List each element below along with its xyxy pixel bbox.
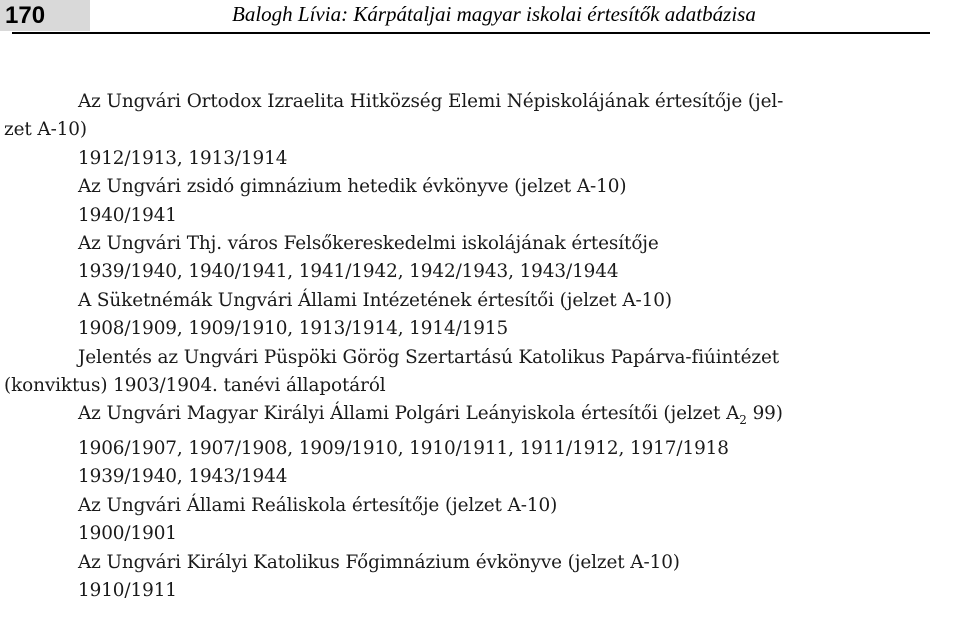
entry-line: zet A-10) <box>4 119 87 141</box>
entry-line: 1912/1913, 1913/1914 <box>78 147 288 169</box>
entry-line: 1900/1901 <box>78 523 177 545</box>
header-rule <box>12 32 930 34</box>
page-number: 170 <box>0 0 90 31</box>
entry-line: 1939/1940, 1943/1944 <box>78 466 288 488</box>
entry-list <box>0 88 960 605</box>
entry-line: 1939/1940, 1940/1941, 1941/1942, 1942/1943, 1943/1944 <box>78 261 619 283</box>
entry-line: Az Ungvári Thj. város Felsőkereskedelmi iskolájának értesítője <box>78 233 659 255</box>
entry-line: Az Ungvári Állami Reáliskola értesítője (jelzet A-10) <box>78 494 558 516</box>
entry-line: Az Ungvári zsidó gimnázium hetedik évkönyve (jelzet A-10) <box>78 176 627 198</box>
entry-line: Az Ungvári Királyi Katolikus Főgimnázium évkönyve (jelzet A-10) <box>78 551 680 573</box>
entry-line: A Süketnémák Ungvári Állami Intézetének értesítői (jelzet A-10) <box>78 289 672 311</box>
entry-line: 1910/1911 <box>78 579 177 601</box>
entry-line-text: Az Ungvári Magyar Királyi Állami Polgári Leányiskola értesítői (jelzet A <box>78 403 740 425</box>
entry-line <box>0 400 960 434</box>
entry-line: Az Ungvári Ortodox Izraelita Hitközség Elemi Népiskolájának értesítője (jel- <box>78 91 784 112</box>
entry-line: (konviktus) 1903/1904. tanévi állapotáról <box>4 375 386 397</box>
entry-line: 1940/1941 <box>78 204 177 226</box>
entry-line: 1906/1907, 1907/1908, 1909/1910, 1910/1911, 1911/1912, 1917/1918 <box>78 437 729 459</box>
entry-line: 1908/1909, 1909/1910, 1913/1914, 1914/1915 <box>78 318 509 340</box>
running-title: Balogh Lívia: Kárpátaljai magyar iskolai értesítők adatbázisa <box>232 2 756 26</box>
entry-line-subscript: 2 <box>739 413 747 428</box>
page-header <box>0 0 960 32</box>
entry-line-tail: 99) <box>746 403 783 425</box>
entry-line: Jelentés az Ungvári Püspöki Görög Szertartású Katolikus Papárva-fiúintézet <box>78 346 780 368</box>
